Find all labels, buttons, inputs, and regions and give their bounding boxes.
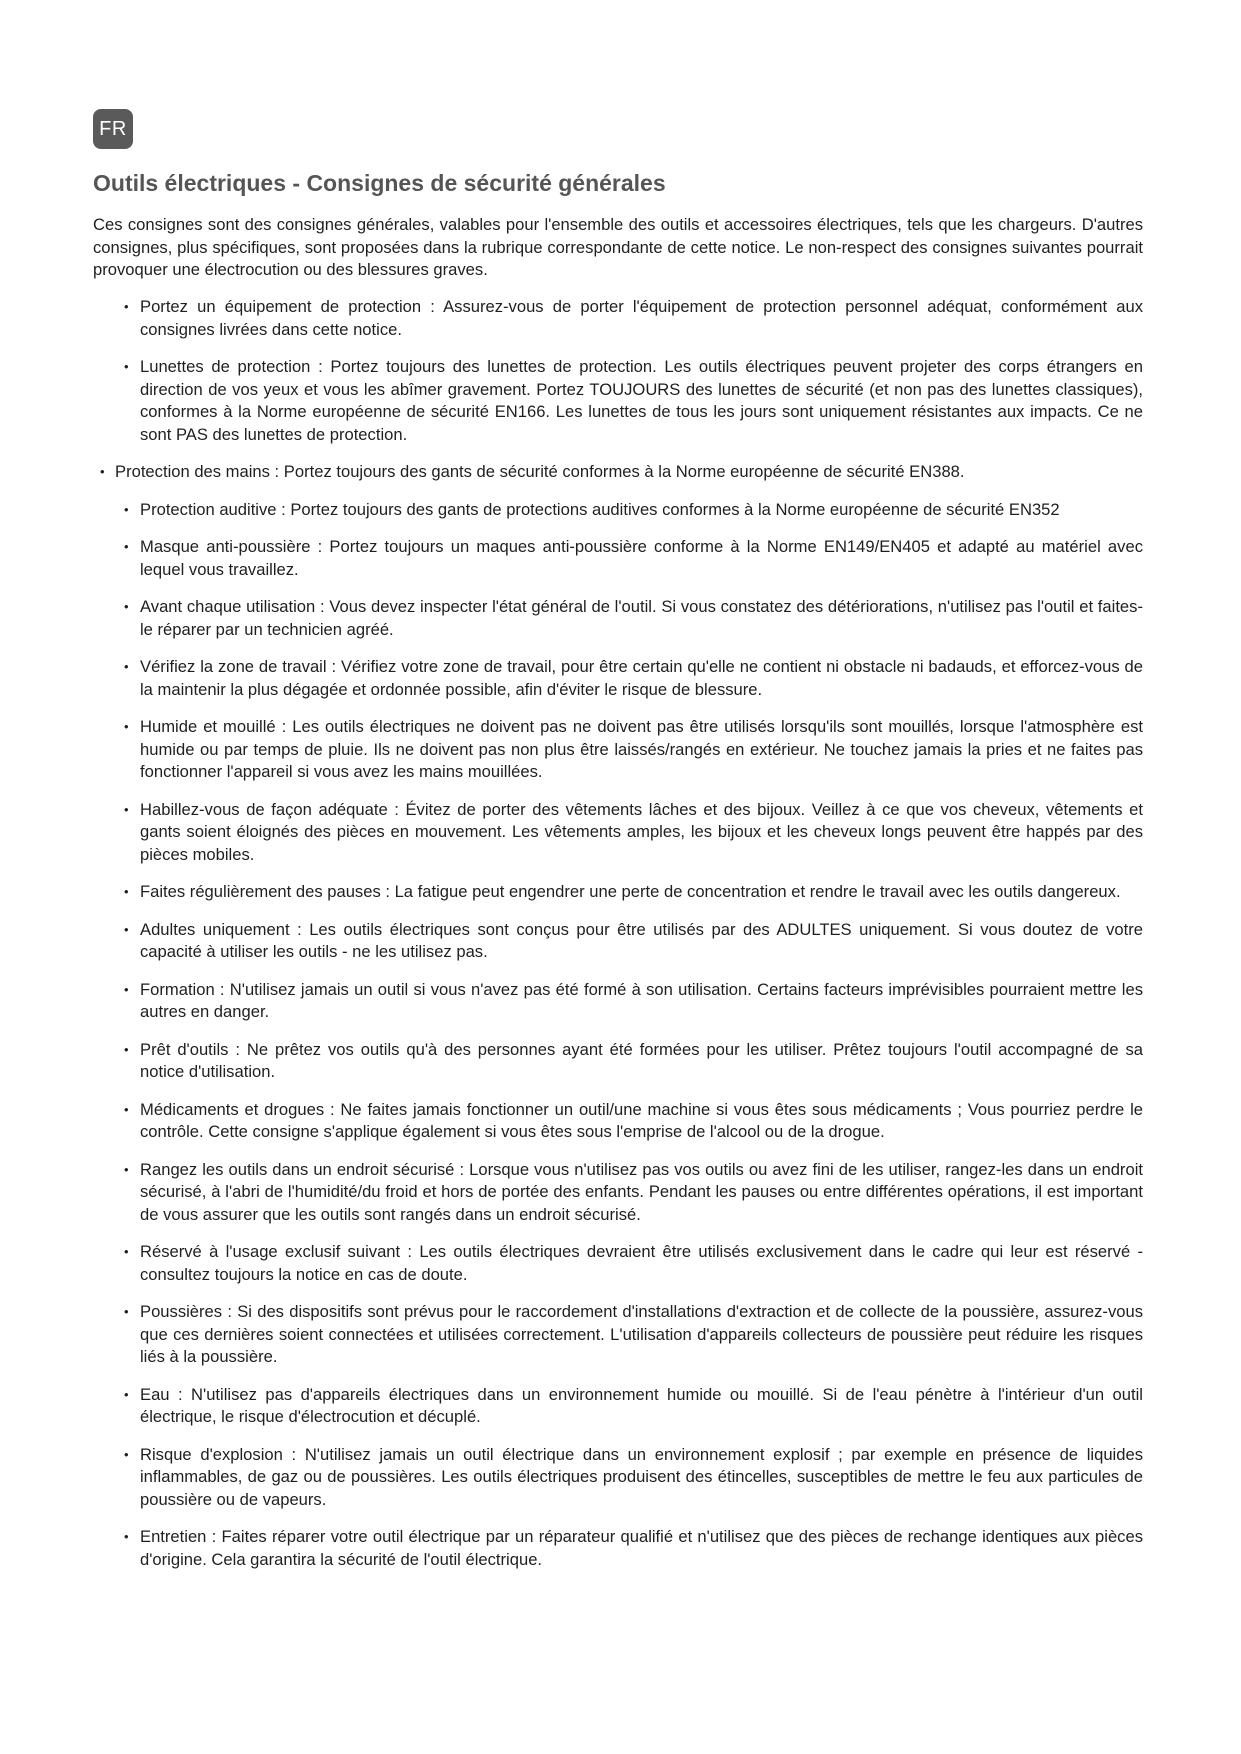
list-item: • Poussières : Si des dispositifs sont prévus pour le raccordement d'installations d'extraction et de collecte de la poussière, assurez-vous que ces dernières soient connectées et utilisées correctement. L'utilisation d'appareils collecteurs de poussière peut réduire les risques liés à la poussière. (0, 1301, 1143, 1369)
safety-list (0, 296, 1241, 1571)
list-item: • Humide et mouillé : Les outils électriques ne doivent pas ne doivent pas être utilisés lorsqu'ils sont mouillés, lorsque l'atmosphère est humide ou par temps de pluie. Ils ne doivent pas non plus être laissés/rangés en extérieur. Ne touchez jamais la pries et ne faites pas fonctionner l'appareil si vous avez les mains mouillées. (0, 716, 1143, 784)
list-item: • Vérifiez la zone de travail : Vérifiez votre zone de travail, pour être certain qu'elle ne contient ni obstacle ni badauds, et efforcez-vous de la maintenir la plus dégagée et ordonnée possible, afin d'éviter le risque de blessure. (0, 656, 1143, 701)
list-item: • Eau : N'utilisez pas d'appareils électriques dans un environnement humide ou mouillé. Si de l'eau pénètre à l'intérieur d'un outil électrique, le risque d'électrocution et décuplé. (0, 1384, 1143, 1429)
list-item: • Entretien : Faites réparer votre outil électrique par un réparateur qualifié et n'utilisez que des pièces de rechange identiques aux pièces d'origine. Cela garantira la sécurité de l'outil électrique. (0, 1526, 1143, 1571)
page-title: Outils électriques - Consignes de sécurité générales (93, 170, 666, 196)
list-item: • Avant chaque utilisation : Vous devez inspecter l'état général de l'outil. Si vous constatez des détériorations, n'utilisez pas l'outil et faites-le réparer par un technicien agréé. (0, 596, 1143, 641)
list-item: • Rangez les outils dans un endroit sécurisé : Lorsque vous n'utilisez pas vos outils ou avez fini de les utiliser, rangez-les dans un endroit sécurisé, à l'abri de l'humidité/du froid et hors de portée des enfants. Pendant les pauses ou entre différentes opérations, il est important de vous assurer que les outils sont rangés dans un endroit sécurisé. (0, 1159, 1143, 1227)
list-item: • Médicaments et drogues : Ne faites jamais fonctionner un outil/une machine si vous êtes sous médicaments ; Vous pourriez perdre le contrôle. Cette consigne s'applique également si vous êtes sous l'emprise de l'alcool ou de la drogue. (0, 1099, 1143, 1144)
list-item: • Habillez-vous de façon adéquate : Évitez de porter des vêtements lâches et des bijoux. Veillez à ce que vos cheveux, vêtements et gants soient éloignés des pièces en mouvement. Les vêtements amples, les bijoux et les cheveux longs peuvent être happés par des pièces mobiles. (0, 799, 1143, 867)
list-item: • Adultes uniquement : Les outils électriques sont conçus pour être utilisés par des ADULTES uniquement. Si vous doutez de votre capacité à utiliser les outils - ne les utilisez pas. (0, 919, 1143, 964)
language-badge: FR (93, 109, 133, 149)
list-item: • Lunettes de protection : Portez toujours des lunettes de protection. Les outils électriques peuvent projeter des corps étrangers en direction de vos yeux et vous les abîmer gravement. Portez TOUJOURS des lunettes de sécurité (et non pas des lunettes classiques), conformes à la Norme européenne de sécurité EN166. Les lunettes de tous les jours sont uniquement résistantes aux impacts. Ce ne sont PAS des lunettes de protection. (0, 356, 1143, 446)
list-item: • Masque anti-poussière : Portez toujours un maques anti-poussière conforme à la Norme EN149/EN405 et adapté au matériel avec lequel vous travaillez. (0, 536, 1143, 581)
list-item: • Protection auditive : Portez toujours des gants de protections auditives conformes à la Norme européenne de sécurité EN352 (0, 499, 1143, 522)
list-item: • Prêt d'outils : Ne prêtez vos outils qu'à des personnes ayant été formées pour les utiliser. Prêtez toujours l'outil accompagné de sa notice d'utilisation. (0, 1039, 1143, 1084)
list-item: • Portez un équipement de protection : Assurez-vous de porter l'équipement de protection personnel adéquat, conformément aux consignes livrées dans cette notice. (0, 296, 1143, 341)
list-item: • Protection des mains : Portez toujours des gants de sécurité conformes à la Norme européenne de sécurité EN388. (0, 461, 1143, 484)
list-item: • Risque d'explosion : N'utilisez jamais un outil électrique dans un environnement explosif ; par exemple en présence de liquides inflammables, de gaz ou de poussières. Les outils électriques produisent des étincelles, susceptibles de mettre le feu aux particules de poussière ou de vapeurs. (0, 1444, 1143, 1512)
list-item: • Formation : N'utilisez jamais un outil si vous n'avez pas été formé à son utilisation. Certains facteurs imprévisibles pourraient mettre les autres en danger. (0, 979, 1143, 1024)
intro-paragraph: Ces consignes sont des consignes générales, valables pour l'ensemble des outils et accessoires électriques, tels que les chargeurs. D'autres consignes, plus spécifiques, sont proposées dans la rubrique correspondante de cette notice. Le non-respect des consignes suivantes pourrait provoquer une électrocution ou des blessures graves. (93, 215, 1143, 279)
list-item: • Faites régulièrement des pauses : La fatigue peut engendrer une perte de concentration et rendre le travail avec les outils dangereux. (0, 881, 1143, 904)
list-item: • Réservé à l'usage exclusif suivant : Les outils électriques devraient être utilisés exclusivement dans le cadre qui leur est réservé - consultez toujours la notice en cas de doute. (0, 1241, 1143, 1286)
